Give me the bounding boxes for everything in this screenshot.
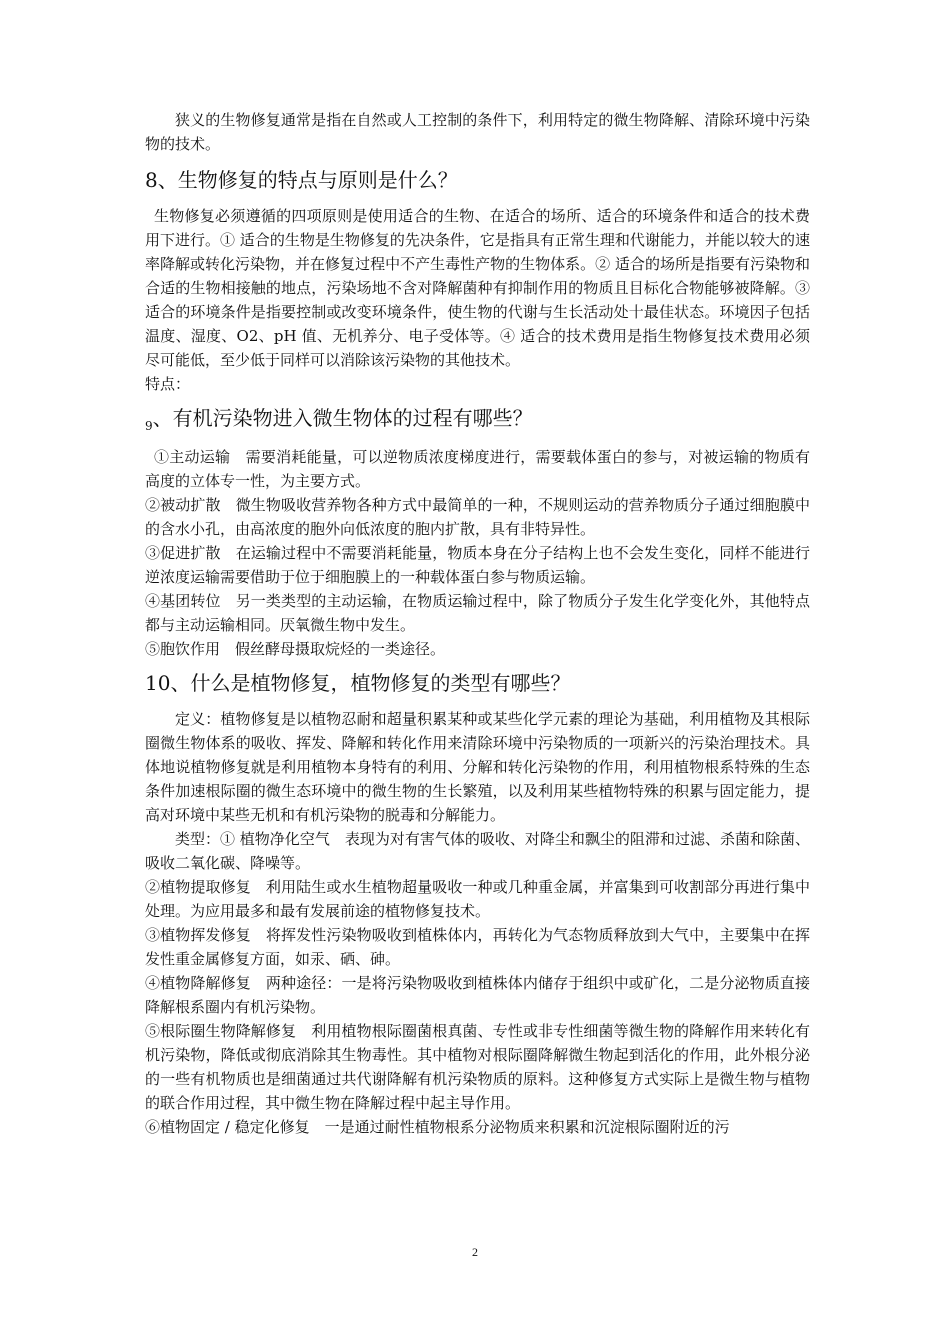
transport-item: ③促进扩散 在运输过程中不需要消耗能量，物质本身在分子结构上也不会发生变化，同样不能进行逆浓度运输需要借助于位于细胞膜上的一种载体蛋白参与物质运输。 [145, 544, 810, 586]
type-item: ②植物提取修复 利用陆生或水生植物超量吸收一种或几种重金属，并富集到可收割部分再进行集中处理。为应用最多和最有发展前途的植物修复技术。 [145, 878, 810, 920]
page-number: 2 [472, 1245, 478, 1259]
intro-paragraph: 狭义的生物修复通常是指在自然或人工控制的条件下，利用特定的微生物降解、清除环境中污染物的技术。 [145, 111, 810, 153]
document-body [145, 108, 810, 1139]
type-item: ④植物降解修复 两种途径：一是将污染物吸收到植株体内储存于组织中或矿化，二是分泌物质直接降解根系圈内有机污染物。 [145, 974, 810, 1016]
transport-item: ①主动运输 需要消耗能量，可以逆物质浓度梯度进行，需要载体蛋白的参与，对被运输的物质有高度的立体专一性，为主要方式。 [145, 448, 810, 490]
transport-item: ④基团转位 另一类类型的主动运输，在物质运输过程中，除了物质分子发生化学变化外，其他特点都与主动运输相同。厌氧微生物中发生。 [145, 592, 810, 634]
transport-item: ⑤胞饮作用 假丝酵母摄取烷烃的一类途径。 [145, 640, 446, 658]
type-item: ③植物挥发修复 将挥发性污染物吸收到植株体内，再转化为气态物质释放到大气中，主要集中在挥发性重金属修复方面，如汞、硒、砷。 [145, 926, 810, 968]
principles-paragraph: 生物修复必须遵循的四项原则是使用适合的生物、在适合的场所、适合的环境条件和适合的技术费用下进行。① 适合的生物是生物修复的先决条件，它是指具有正常生理和代谢能力，并能以较大的速率降解或转化污染物，并在修复过程中不产生毒性产物的生物体系。② 适合的场所是指要有污染物和合适的生物相接触的地点，污染场地不含对降解菌种有抑制作用的物质且目标化合物能够被降解。③ 适合的环境条件是指要控制或改变环境条件，使生物的代谢与生长活动处十最佳状态。环境因子包括温度、湿度、O2、pH 值、无机养分、电子受体等。④ 适合的技术费用是指生物修复技术费用必须尽可能低，至少低于同样可以消除该污染物的其他技术。 [145, 207, 810, 369]
question-9-text: 、有机污染物进入微生物体的过程有哪些？ [152, 406, 533, 430]
question-10-heading: 10、什么是植物修复，植物修复的类型有哪些？ [145, 671, 571, 695]
question-9-number: 9 [145, 419, 153, 433]
definition-paragraph: 定义：植物修复是以植物忍耐和超量积累某种或某些化学元素的理论为基础，利用植物及其根际圈微生物体系的吸收、挥发、降解和转化作用来清除环境中污染物质的一项新兴的污染治理技术。具体地说植物修复就是利用植物本身特有的利用、分解和转化污染物的作用，利用植物根系特殊的生态条件加速根际圈的微生态环境中的微生物的生长繁殖，以及利用某些植物特殊的积累与固定能力，提高对环境中某些无机和有机污染物的脱毒和分解能力。 [145, 710, 810, 824]
question-9-heading [145, 404, 810, 435]
question-8-heading: 8、生物修复的特点与原则是什么？ [145, 168, 458, 192]
features-label: 特点： [145, 375, 191, 393]
type-item: ⑤根际圈生物降解修复 利用植物根际圈菌根真菌、专性或非专性细菌等微生物的降解作用来转化有机污染物，降低或彻底消除其生物毒性。其中植物对根际圈降解微生物起到活化的作用，此外根分泌的一些有机物质也是细菌通过共代谢降解有机污染物质的原料。这种修复方式实际上是微生物与植物的联合作用过程，其中微生物在降解过程中起主导作用。 [145, 1022, 810, 1112]
types-intro-paragraph: 类型：① 植物净化空气 表现为对有害气体的吸收、对降尘和飘尘的阻滞和过滤、杀菌和除菌、吸收二氧化碳、降噪等。 [145, 830, 810, 872]
transport-item: ②被动扩散 微生物吸收营养物各种方式中最简单的一种，不规则运动的营养物质分子通过细胞膜中的含水小孔，由高浓度的胞外向低浓度的胞内扩散，具有非特异性。 [145, 496, 810, 538]
type-item: ⑥植物固定 / 稳定化修复 一是通过耐性植物根系分泌物质来积累和沉淀根际圈附近的污 [145, 1118, 730, 1136]
